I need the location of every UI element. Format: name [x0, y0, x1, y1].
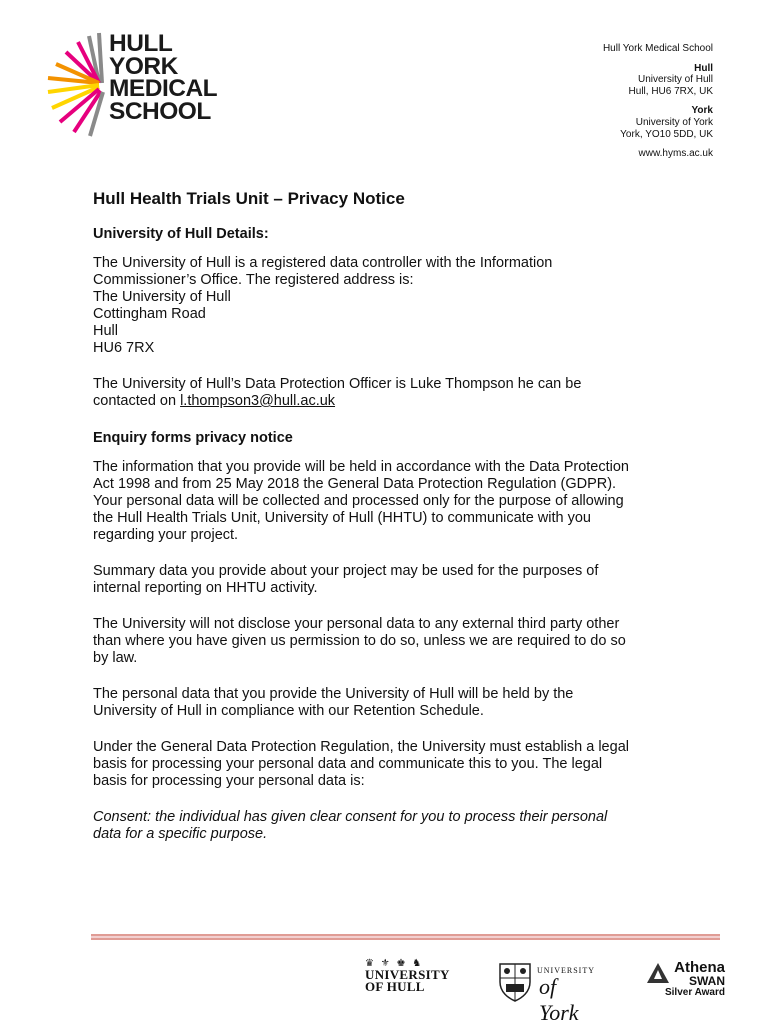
paragraph: [93, 563, 683, 597]
uy-line: UNIVERSITY: [537, 966, 595, 975]
school-name: Hull York Medical School: [602, 43, 713, 54]
uh-line: OF HULL: [365, 979, 425, 994]
text-line: basis for processing your personal data and communicate this to you. The legal: [93, 756, 603, 772]
hull-label: Hull: [694, 62, 713, 74]
hyms-logo-rays-icon: [44, 28, 114, 138]
hull-address-line: University of Hull: [637, 74, 713, 86]
text-line: regarding your project.: [93, 527, 239, 543]
uy-line: of York: [539, 974, 579, 1025]
text-line: The University will not disclose your personal data to any external third party other: [93, 616, 620, 632]
logo-line: MEDICAL: [109, 75, 218, 102]
athena-line: Athena: [674, 959, 725, 976]
section-heading: Enquiry forms privacy notice: [93, 430, 293, 446]
paragraph: [93, 739, 683, 790]
athena-swan-icon: [645, 961, 671, 985]
york-crest-icon: [497, 960, 533, 1002]
york-address-line: York, YO10 5DD, UK: [620, 128, 713, 140]
text-line: Act 1998 and from 25 May 2018 the General Data Protection Regulation (GDPR).: [93, 476, 617, 492]
text-line: Cottingham Road: [93, 306, 206, 322]
paragraph-italic: [93, 809, 683, 843]
text-line: by law.: [93, 650, 138, 666]
section-heading: University of Hull Details:: [93, 226, 269, 242]
page-title: Hull Health Trials Unit – Privacy Notice: [93, 189, 405, 208]
text-line: Consent: the individual has given clear consent for you to process their personal: [93, 809, 608, 825]
athena-swan-logo: [645, 961, 725, 999]
text-line: HU6 7RX: [93, 340, 155, 356]
athena-line: Silver Award: [664, 987, 725, 998]
text-line: University of Hull in compliance with our Retention Schedule.: [93, 703, 484, 719]
uh-crest-icon: ♛ ⚜ ♚ ♞: [365, 958, 424, 969]
york-address-line: University of York: [635, 116, 713, 128]
university-of-york-logo: [497, 960, 595, 1025]
university-of-hull-logo: [365, 958, 450, 993]
text-line: Hull: [93, 323, 118, 339]
text-line: Commissioner’s Office. The registered address is:: [93, 272, 414, 288]
text-line: data for a specific purpose.: [93, 826, 268, 842]
text-fragment: contacted on: [93, 393, 181, 409]
text-line: Your personal data will be collected and processed only for the purpose of allowing: [93, 493, 624, 509]
text-line: internal reporting on HHTU activity.: [93, 580, 318, 596]
logo-line: HULL: [109, 30, 173, 57]
hull-address-line: Hull, HU6 7RX, UK: [628, 85, 713, 97]
text-line: The personal data that you provide the University of Hull will be held by the: [93, 686, 574, 702]
text-line: basis for processing your personal data is:: [93, 773, 365, 789]
text-line: than where you have given us permission to do so, unless we are required to do so: [93, 633, 626, 649]
paragraph: [93, 686, 683, 720]
text-line: Summary data you provide about your project may be used for the purposes of: [93, 563, 599, 579]
text-line: Under the General Data Protection Regulation, the University must establish a legal: [93, 739, 629, 755]
text-line: the Hull Health Trials Unit, University of Hull (HHTU) to communicate with you: [93, 510, 591, 526]
athena-line: SWAN: [689, 974, 725, 988]
email-link[interactable]: l.thompson3@hull.ac.uk: [180, 393, 336, 409]
address-block: [603, 43, 713, 160]
hyms-logo-text: [109, 30, 218, 125]
uh-line: UNIVERSITY: [365, 967, 450, 982]
text-line: The University of Hull: [93, 289, 231, 305]
text-line: The University of Hull is a registered data controller with the Information: [93, 255, 553, 271]
paragraph: [93, 459, 683, 544]
footer-rule: [91, 934, 720, 940]
paragraph: [93, 616, 683, 667]
text-line: The information that you provide will be held in accordance with the Data Protection: [93, 459, 629, 475]
paragraph: [93, 255, 683, 357]
york-label: York: [691, 105, 713, 117]
paragraph: [93, 376, 683, 410]
website-link[interactable]: www.hyms.ac.uk: [638, 148, 713, 160]
document-body: [93, 188, 683, 862]
logo-line: SCHOOL: [109, 97, 211, 125]
text-line: The University of Hull’s Data Protection Officer is Luke Thompson he can be: [93, 376, 582, 392]
footer-logos: [0, 958, 770, 1025]
logo-line: YORK: [109, 52, 178, 80]
